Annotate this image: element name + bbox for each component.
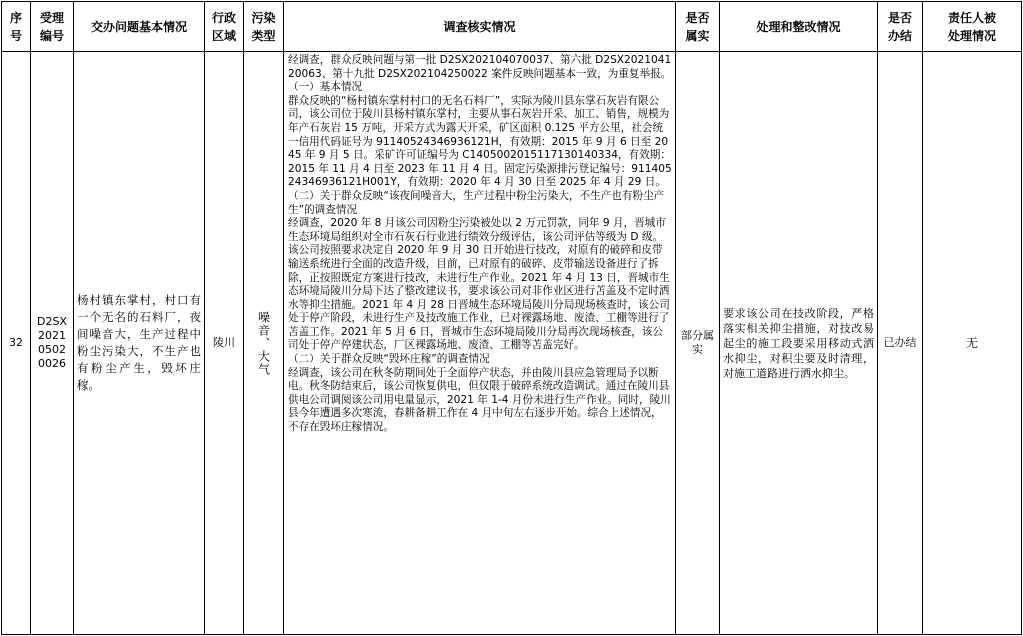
investigation-para-6: （二）关于群众反映“毁坏庄稼”的调查情况 xyxy=(288,353,490,366)
header-case-no: 受理 编号 xyxy=(31,2,74,52)
table-row xyxy=(2,52,1022,635)
cell-handling: 要求该公司在技改阶段，严格落实相关抑尘措施，对技改易起尘的施工段要采用移动式洒水抑尘，对积尘要及时清理，对施工道路进行洒水抑尘。 xyxy=(720,52,878,635)
investigation-para-4: （二）关于群众反映“该夜间噪音大，生产过程中粉尘污染大，不生产也有粉尘产生”的调查情况 xyxy=(288,189,665,216)
header-seq: 序 号 xyxy=(2,2,31,52)
cell-is-closed: 已办结 xyxy=(878,52,923,635)
header-region: 行政 区域 xyxy=(205,2,244,52)
header-handling: 处理和整改情况 xyxy=(720,2,878,52)
header-is-closed: 是否 办结 xyxy=(878,2,923,52)
investigation-para-5: 经调查，2020 年 8 月该公司因粉尘污染被处以 2 万元罚款，同年 9 月，晋城市生态环境局组织对全市石灰石行业进行绩效分级评估，该公司评估等级为 D 级。该公司按照要求决定自 2020 年 9 月 30 日开始进行技改，对原有的破碎和皮带输送系统进行全面的改造升级，目前，已对原有的破碎、皮带输送设备进行了拆除，正按照既定方案进行技改，未进行生产作业。2021 年 4 月 13 日，晋城市生态环境局陵川分局下达了整改建议书，要求该公司对非作业区进行苫盖及不定时洒水等抑尘措施。2021 年 4 月 28 日晋城生态环境局陵川分局现场核查时，该公司处于停产阶段，未进行生产及技改施工作业，已对裸露场地、废渣、工棚等进行了苫盖工作。2021 年 5 月 6 日，晋城市生态环境局陵川分局再次现场核查，该公司处于停产停建状态，厂区裸露场地、废渣、工棚等苫盖完好。 xyxy=(288,217,670,352)
investigation-para-2: （一）基本情况 xyxy=(288,81,363,94)
cell-region: 陵川 xyxy=(205,52,244,635)
cell-seq: 32 xyxy=(2,52,31,635)
cell-investigation xyxy=(284,52,676,635)
pollution-type-text: 噪音、大气 xyxy=(256,310,271,376)
header-investigation: 调查核实情况 xyxy=(284,2,676,52)
cell-case-no: D2SX20210502 0026 xyxy=(31,52,74,635)
header-accountability: 责任人被 处理情况 xyxy=(923,2,1022,52)
cell-accountability: 无 xyxy=(923,52,1022,635)
cell-issue: 杨村镇东掌村，村口有一个无名的石料厂，夜间噪音大，生产过程中粉尘污染大，不生产也有粉尘产生，毁坏庄稼。 xyxy=(74,52,205,635)
cell-pollution-type xyxy=(244,52,284,635)
investigation-para-3: 群众反映的“杨村镇东掌村村口的无名石料厂”，实际为陵川县东掌石灰岩有限公司，该公司位于陵川县杨村镇东掌村，主要从事石灰岩开采、加工、销售，规模为年产石灰岩 15 万吨，开采方式为露天开采，矿区面积 0.125 平方公里，社会统一信用代码证号为 91140524346936121H，有效期：2015 年 9 月 6 日至 2045 年 9 月 5 日。采矿许可证编号为 C1405002015117130140334，有效期：2015 年 11 月 4 日至 2023 年 11 月 4 日。固定污染源排污登记编号：91140524346936121H001Y，有效期：2020 年 4 月 30 日至 2025 年 4 月 29 日。 xyxy=(288,94,672,189)
header-issue: 交办问题基本情况 xyxy=(74,2,205,52)
header-is-true: 是否 属实 xyxy=(676,2,720,52)
header-row xyxy=(2,2,1022,52)
case-table xyxy=(1,1,1022,635)
cell-is-true: 部分属实 xyxy=(676,52,720,635)
investigation-para-1: 经调查，群众反映问题与第一批 D2SX202104070037、第六批 D2SX202104120063、第十九批 D2SX202104250022 案件反映问题基本一致，为重复举报。 xyxy=(288,54,672,80)
investigation-para-7: 经调查，该公司在秋冬防期间处于全面停产状态，并由陵川县应急管理局予以断电。秋冬防结束后，该公司恢复供电，但仅限于破碎系统改造调试。通过在陵川县供电公司调阅该公司用电量显示，2021 年 1-4 月份未进行生产作业。同时，陵川县今年遭遇多次寒流，春耕备耕工作在 4 月中旬左右逐步开始。综合上述情况，不存在毁坏庄稼情况。 xyxy=(288,366,671,434)
header-pollution-type: 污染 类型 xyxy=(244,2,284,52)
